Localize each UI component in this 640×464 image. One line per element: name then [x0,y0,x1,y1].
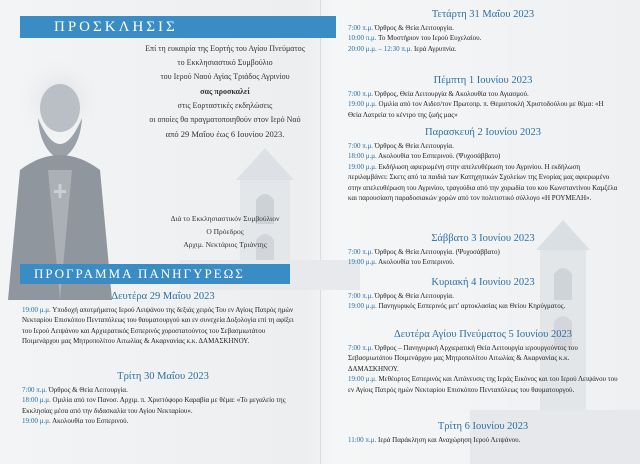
day-title: Τρίτη 6 Ιουνίου 2023 [437,421,529,432]
signoff-line: Διά το Εκκλησιαστικόν Συμβούλιον [170,214,280,223]
event-text: Ακολουθία του Εσπερινού. [378,258,455,267]
day-block [348,328,618,395]
event-time: 7:00 π.μ. [348,291,373,300]
event [348,162,618,204]
event-time: 18:00 μ.μ. [22,396,51,405]
event-time: 7:00 π.μ. [348,23,373,32]
day-block [348,8,618,54]
event [348,435,618,446]
day-title: Κυριακή 4 Ιουνίου 2023 [431,277,535,288]
event-text: Όρθρος & Θεία Λειτουργία. [374,291,454,300]
invitation-line: οι οποίες θα πραγματοποιηθούν στον Ιερό Ναό [149,115,301,125]
event [348,301,618,312]
signoff-name: Αρχιμ. Νεκτάριος Τριάντης [183,240,267,250]
day-title: Τρίτη 30 Μαΐου 2023 [117,371,209,382]
signoff-line: Ο Πρόεδρος [206,227,244,237]
invitation-line: το Εκκλησιαστικό Συμβούλιο [177,58,273,68]
event-time: 7:00 π.μ. [348,247,373,256]
event-time: 7:00 π.μ. [348,343,373,352]
event [348,141,618,152]
day-title: Δευτέρα Αγίου Πνεύματος 5 Ιουνίου 2023 [394,329,572,340]
event-text: Το Μυστήριον του Ιερού Ευχελαίου. [378,34,482,43]
event-text: Όρθρος & Θεία Λειτουργία. [48,385,128,394]
invitation-title: ΠΡΟΣΚΛΗΣΙΣ [54,19,178,35]
event-time: 19:00 μ.μ. [348,258,377,267]
event [22,395,304,416]
event-time: 11:00 π.μ. [348,435,377,444]
event [348,44,618,55]
invitation-text [120,42,330,143]
event-text: Όρθρος & Θεία Λειτουργία. [374,23,454,32]
event [348,151,618,162]
day-title: Δευτέρα 29 Μαΐου 2023 [111,291,215,302]
event-text: Όρθρος & Θεία Λειτουργία. [374,141,454,150]
invitation-line: σας προσκαλεί [200,86,250,96]
invitation-line: Επί τη ευκαιρία της Εορτής του Αγίου Πνεύματος [145,44,305,53]
day-block [22,290,304,347]
event-time: 7:00 π.μ. [22,385,47,394]
event-text: Εκδήλωση αφιερωμένη στην απελευθέρωση του Αγρινίου. Η εκδήλωση περιλαμβάνει: Σκετς από τα παιδιά των Κατηχητικών Σχολείων της Ενορίας μας αφιερωμένο στην απελευθέρωση του Αγρινίου, τραγούδια από την χορωδία του κου Κωνσταντίνου Καμζέλα και παρουσίαση παραδοσιακών χορών από τον πολιτιστικό σύλλογο «Η ΡΟΥΜΕΛΗ». [348,162,618,203]
event [348,23,618,34]
event-time: 7:00 π.μ. [348,89,373,98]
event [348,99,618,120]
event-text: Ακολουθία του Εσπερινού. [52,417,129,426]
event-time: 10:00 π.μ. [348,34,377,43]
day-block [348,276,618,312]
event-text: Όρθρος, Θεία Λειτουργία & Ακολουθία του Αγιασμού. [374,89,529,98]
invitation-line: του Ιερού Ναού Αγίας Τριάδος Αγρινίου [160,72,290,82]
program-title: ΠΡΟΓΡΑΜΜΑ ΠΑΝΗΓΥΡΕΩΣ [34,266,245,281]
event-text: Όρθρος – Πανηγυρική Αρχιερατική Θεία Λειτουργία ιερουργούντος του Σεβασμιωτάτου Ποιμενάρχου μας Μητροπολίτου Αιτωλίας & Ακαρνανίας κ.κ. ΔΑΜΑΣΚΗΝΟΥ. [348,343,578,373]
event-time: 19:00 μ.μ. [348,302,377,311]
invitation-header [20,16,336,38]
event [348,374,618,395]
event-text: Ιερά Παράκληση και Αναχώρηση Ιερού Λειψάνου. [377,435,521,444]
event-time: 19:00 μ.μ. [348,162,377,171]
day-block [348,74,618,120]
event [348,343,618,375]
event-time: 19:00 μ.μ. [22,305,51,314]
day-title: Σάββατο 3 Ιουνίου 2023 [431,233,535,244]
event [22,385,304,396]
event [22,416,304,427]
day-title: Τετάρτη 31 Μαΐου 2023 [431,9,535,20]
event-time: 20:00 μ.μ. – 12:30 π.μ. [348,44,413,53]
event [348,247,618,258]
event-time: 19:00 μ.μ. [348,375,377,384]
program-header [20,264,290,284]
event-time: 19:00 μ.μ. [348,100,377,109]
day-block [348,420,618,445]
event-text: Υποδοχή αποτμήματος Ιερού Λειψάνου της δεξιάς χειρός Του εν Αγίοις Πατρός ημών Νεκταρίου Επισκόπου Πενταπόλεως του θαυματουργού και εν συνεχεία Δοξολογία επί τη αφίξει του Ιερού Λειψάνου και Αρχιερατικός Εσπερινός χοροστατούντος του Σεβασμιωτάτου Ποιμενάρχου μας Μητροπολίτου Αιτωλίας & Ακαρνανίας κ.κ. ΔΑΜΑΣΚΗΝΟΥ. [22,305,294,346]
event-time: 7:00 π.μ. [348,141,373,150]
day-block [348,126,618,204]
event [22,305,304,347]
invitation-dates: από 29 Μαΐου έως 6 Ιουνίου 2023. [165,129,285,140]
event-text: Όρθρος & Θεία Λειτουργία. (Ψυχοσάββατο) [374,247,500,256]
event-text: Ιερά Αγρυπνία. [413,44,457,53]
event-time: 19:00 μ.μ. [22,417,51,426]
event [348,89,618,100]
day-title: Πέμπτη 1 Ιουνίου 2023 [433,75,533,86]
event-text: Μεθέορτος Εσπερινός και Λιτάνευσις της Ιεράς Εικόνος και του Ιερού Λειψάνου του εν Αγίοις Πατρός ημών Νεκταρίου Επισκόπου Πενταπόλεως του θαυματουργού. [348,375,618,394]
event [348,33,618,44]
event-text: Ομιλία από τον Αιδεσ/τον Πρωτοπρ. π. Θεμιστοκλή Χριστοδούλου με θέμα: «Η Θεία Λατρεία το κέντρο της ζωής μας» [348,100,604,119]
event [348,257,618,268]
invitation-line: στις Εορταστικές εκδηλώσεις [177,100,273,110]
event-text: Ομιλία από τον Πανοσ. Αρχιμ. π. Χριστόφορο Καραβία με θέμα: «Το μεγαλείο της Εκκλησίας μέσα από την διδασκαλία του Αγίου Νεκταρίου». [22,396,286,415]
day-block [22,370,304,427]
day-block [348,232,618,268]
event [348,291,618,302]
event-text: Ακολουθία του Εσπερινού. (Ψυχοσάββατο) [378,152,501,161]
day-title: Παρασκευή 2 Ιουνίου 2023 [425,127,541,138]
event-text: Πανηγυρικός Εσπερινός μετ' αρτοκλασίας και Θείου Κηρύγματος. [378,302,566,311]
event-time: 18:00 μ.μ. [348,152,377,161]
signoff [120,212,330,251]
